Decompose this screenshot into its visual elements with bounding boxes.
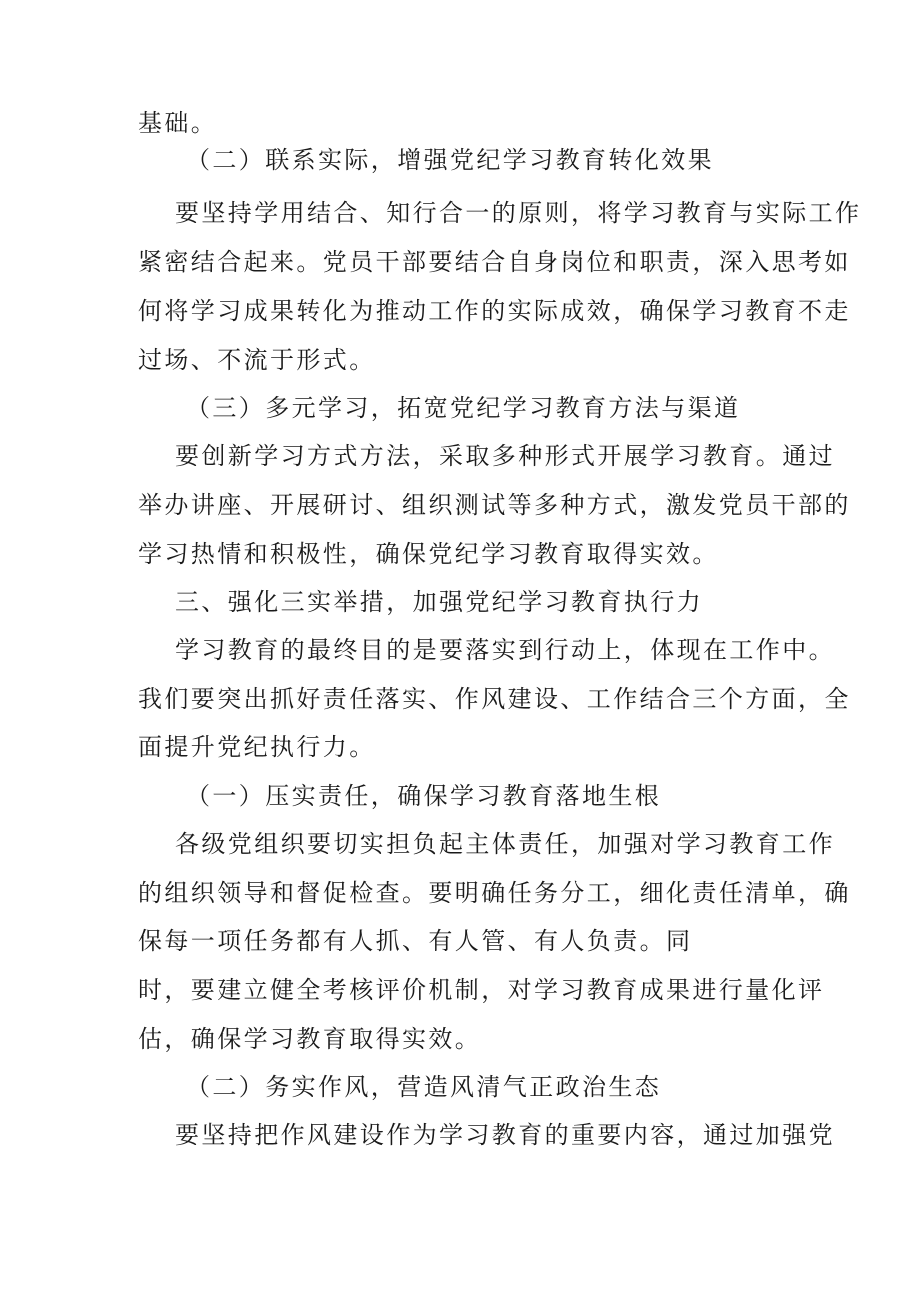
text-line: 基础。 <box>138 109 218 137</box>
section-heading: （一）压实责任，确保学习教育落地生根 <box>186 782 662 810</box>
section-heading: （二）务实作风，营造风清气正政治生态 <box>186 1073 662 1101</box>
text-line: 学习热情和积极性，确保党纪学习教育取得实效。 <box>138 540 719 568</box>
section-heading: （三）多元学习，拓宽党纪学习教育方法与渠道 <box>186 394 741 422</box>
text-line: 举办讲座、开展研讨、组织测试等多种方式，激发党员干部的 <box>138 491 851 519</box>
text-line: 保每一项任务都有人抓、有人管、有人负责。同 <box>138 927 693 955</box>
text-line: 要坚持把作风建设作为学习教育的重要内容，通过加强党 <box>175 1121 835 1149</box>
text-line: 何将学习成果转化为推动工作的实际成效，确保学习教育不走 <box>138 297 851 325</box>
text-line: 各级党组织要切实担负起主体责任，加强对学习教育工作 <box>175 830 835 858</box>
text-line: 时，要建立健全考核评价机制，对学习教育成果进行量化评 <box>138 976 825 1004</box>
text-line: 过场、不流于形式。 <box>138 346 376 374</box>
text-line: 学习教育的最终目的是要落实到行动上，体现在工作中。 <box>175 636 835 664</box>
text-line: 要创新学习方式方法，采取多种形式开展学习教育。通过 <box>175 442 835 470</box>
section-heading: （二）联系实际，增强党纪学习教育转化效果 <box>186 146 714 174</box>
text-line: 估，确保学习教育取得实效。 <box>138 1025 482 1053</box>
text-line: 面提升党纪执行力。 <box>138 733 376 761</box>
section-heading: 三、强化三实举措，加强党纪学习教育执行力 <box>175 588 703 616</box>
text-line: 我们要突出抓好责任落实、作风建设、工作结合三个方面，全 <box>138 685 851 713</box>
text-line: 要坚持学用结合、知行合一的原则，将学习教育与实际工作 <box>175 199 862 227</box>
text-line: 的组织领导和督促检查。要明确任务分工，细化责任清单，确 <box>138 879 851 907</box>
text-line: 紧密结合起来。党员干部要结合自身岗位和职责，深入思考如 <box>138 248 851 276</box>
